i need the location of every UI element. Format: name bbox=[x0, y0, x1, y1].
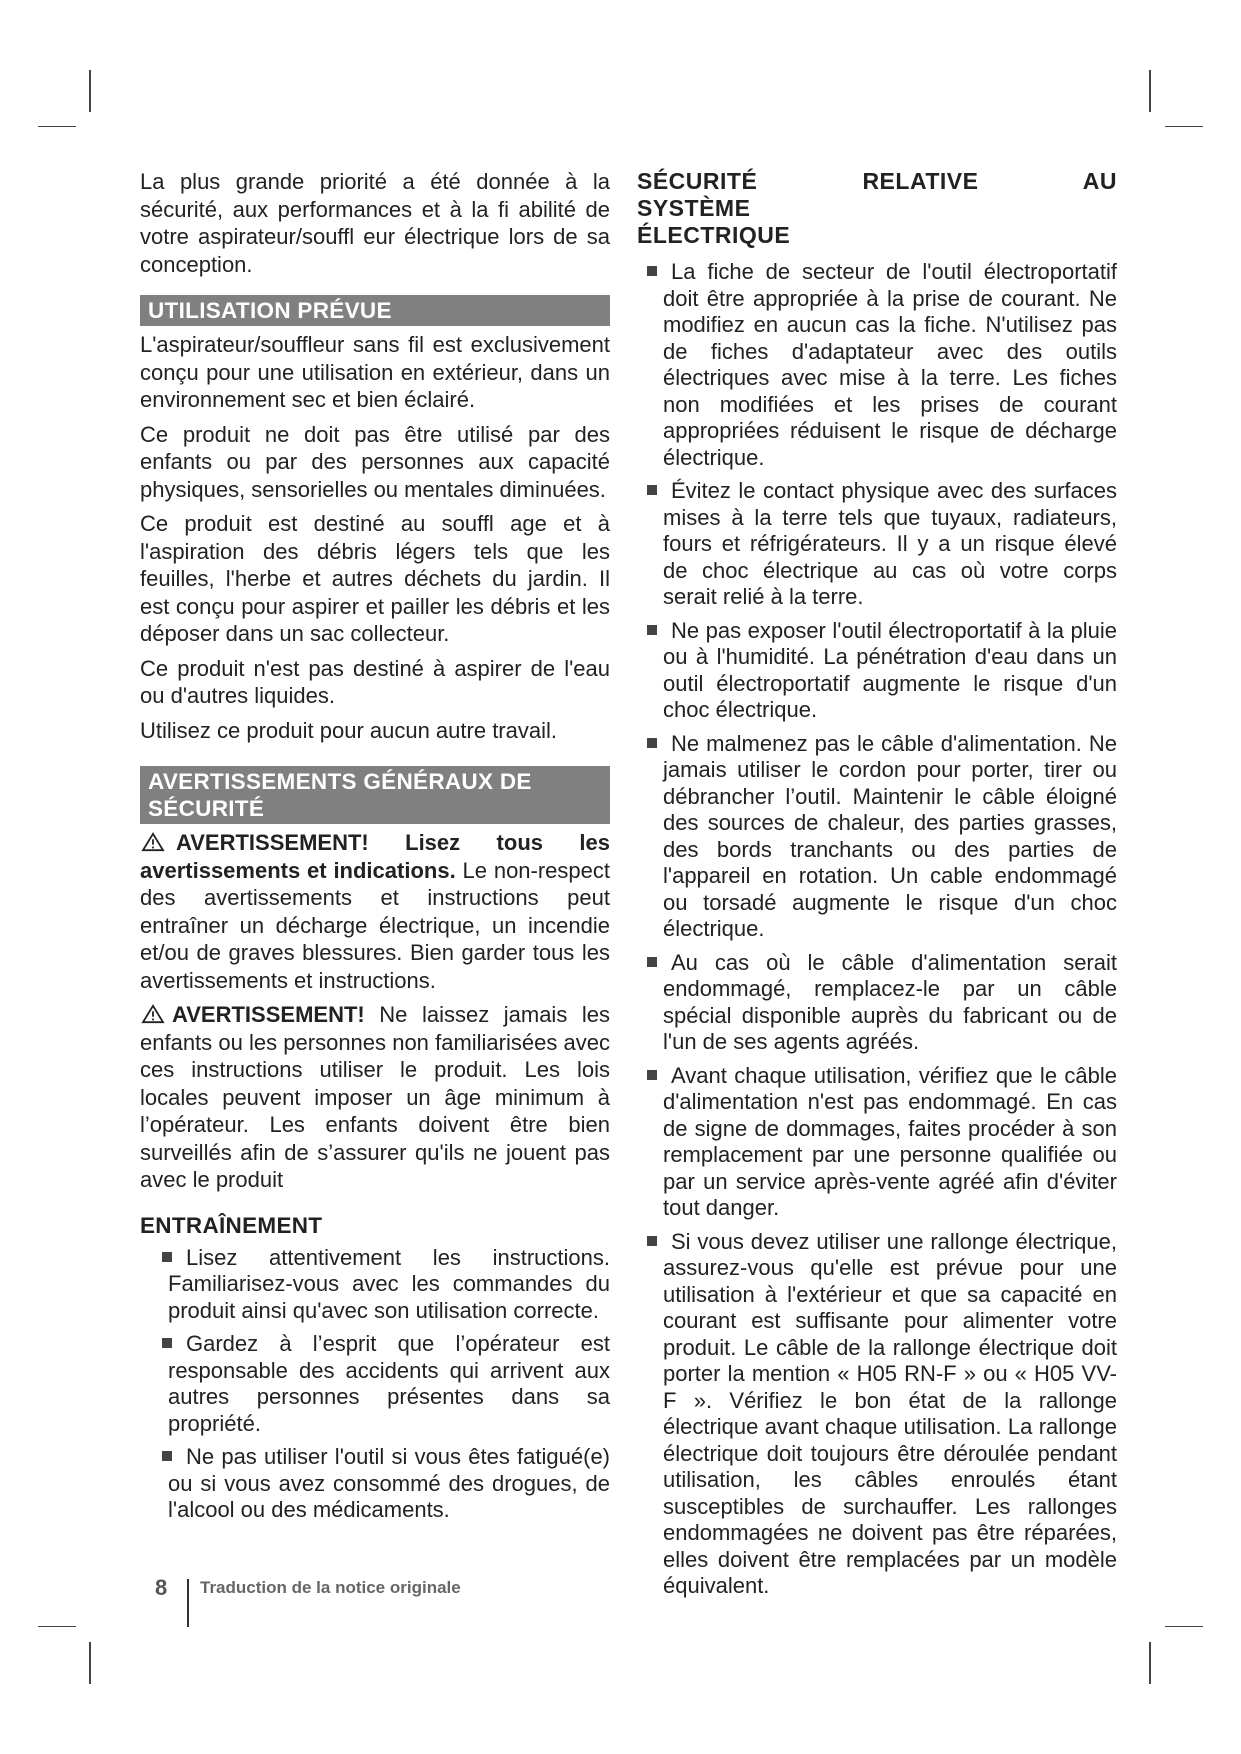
paragraph: L'aspirateur/souffleur sans fil est exclusivement conçu pour une utilisation en extérieur, dans un environnement sec et bien éclairé. bbox=[140, 332, 610, 412]
bullet-square-icon bbox=[162, 1252, 172, 1262]
footer-text: Traduction de la notice originale bbox=[200, 1578, 461, 1597]
warning-triangle-icon bbox=[140, 832, 166, 852]
list-item: Au cas où le câble d'alimentation serait endommagé, remplacez-le par un câble spécial disponible auprès du fabricant ou de l'un de ses agents agréés. bbox=[637, 950, 1117, 1056]
crop-mark bbox=[89, 70, 91, 112]
list-item: Lisez attentivement les instructions. Familiarisez-vous avec les commandes du produit ainsi qu'avec son utilisation correcte. bbox=[140, 1245, 610, 1325]
section-title-utilisation: UTILISATION PRÉVUE bbox=[140, 295, 610, 326]
page-number: 8 bbox=[155, 1575, 168, 1600]
section-title-line-1: SÉCURITÉ RELATIVE AU SYSTÈME bbox=[637, 168, 1117, 221]
warning-1-bold: AVERTISSEMENT! Lisez tous les avertissements et indications. bbox=[140, 830, 610, 883]
warning-triangle-icon bbox=[140, 1004, 166, 1024]
list-item: La fiche de secteur de l'outil électroportatif doit être appropriée à la prise de courant. Ne modifiez en aucun cas la fiche. N'utilisez pas de fiches d'adaptateur avec des outils électriques avec mise à la terre. Les fiches non modifiées et les prises de courant appropriées réduisent le risque de décharge électrique. bbox=[637, 259, 1117, 471]
bullet-square-icon bbox=[647, 738, 657, 748]
list-item: Ne malmenez pas le câble d'alimentation. Ne jamais utiliser le cordon pour porter, tirer ou débrancher l’outil. Maintenir le câble éloigné des sources de chaleur, des parties grasses, des bords tranchants ou des parties de l'appareil en rotation. Un cable endommagé ou torsadé augmente le risque d'un choc électrique. bbox=[637, 731, 1117, 943]
list-item: Ne pas exposer l'outil électroportatif à la pluie ou à l'humidité. La pénétration d'eau dans un outil électroportatif augmente le risque d'un choc électrique. bbox=[637, 618, 1117, 724]
bullet-square-icon bbox=[647, 1236, 657, 1246]
crop-mark bbox=[38, 1626, 76, 1627]
crop-mark bbox=[1165, 126, 1203, 127]
warning-2-text: Ne laissez jamais les enfants ou les personnes non familiarisées avec ces instructions utiliser le produit. Les lois locales peuvent imposer un âge minimum à l’opérateur. Les enfants doivent être bien surveillés afin de s’assurer qu'ils ne jouent pas avec le produit bbox=[140, 1002, 610, 1192]
section-title-entrainement: ENTRAÎNEMENT bbox=[140, 1212, 323, 1238]
footer-divider bbox=[187, 1579, 189, 1627]
bullet-square-icon bbox=[647, 957, 657, 967]
crop-mark bbox=[1149, 70, 1151, 112]
training-list bbox=[140, 1245, 610, 1524]
electrical-safety-list bbox=[637, 259, 1117, 1600]
crop-mark bbox=[89, 1642, 91, 1684]
paragraph: Ce produit n'est pas destiné à aspirer de l'eau ou d'autres liquides. bbox=[140, 655, 610, 708]
list-item: Évitez le contact physique avec des surfaces mises à la terre tels que tuyaux, radiateurs, fours et réfrigérateurs. Il y a un risque élevé de choc électrique au cas où votre corps serait relié à la terre. bbox=[637, 478, 1117, 611]
crop-mark bbox=[1149, 1642, 1151, 1684]
bullet-square-icon bbox=[162, 1338, 172, 1348]
crop-mark bbox=[1165, 1626, 1203, 1627]
warning-paragraph-2 bbox=[140, 1001, 610, 1194]
list-item: Avant chaque utilisation, vérifiez que le câble d'alimentation n'est pas endommagé. En cas de signe de dommages, faites procéder à son remplacement par une personne qualifiée ou par un service après-vente agréé afin d'éviter tout danger. bbox=[637, 1063, 1117, 1222]
intro-paragraph: La plus grande priorité a été donnée à la sécurité, aux performances et à la fi abilité de votre aspirateur/souffl eur électrique lors de sa conception. bbox=[140, 169, 610, 277]
bullet-square-icon bbox=[647, 625, 657, 635]
crop-mark bbox=[38, 126, 76, 127]
warning-1-text: Le non-respect des avertissements et instructions peut entraîner un décharge électrique, un incendie et/ou de graves blessures. Bien garder tous les avertissements et instructions. bbox=[140, 857, 611, 993]
list-item: Si vous devez utiliser une rallonge électrique, assurez-vous qu'elle est prévue pour une utilisation à l'extérieur et que sa capacité en courant est suffisante pour alimenter votre produit. Le câble de la rallonge électrique doit porter la mention « H05 RN-F » ou « H05 VV- F ». Vérifiez le bon état de la rallonge électrique avant chaque utilisation. La rallonge électrique doit toujours être déroulée pendant utilisation, les câbles enroulés étant susceptibles de surchauffer. Les rallonges endommagées ne doivent pas être réparées, elles doivent être remplacées par un modèle équivalent. bbox=[637, 1229, 1117, 1600]
list-item: Ne pas utiliser l'outil si vous êtes fatigué(e) ou si vous avez consommé des drogues, de l'alcool ou des médicaments. bbox=[140, 1444, 610, 1524]
paragraph: Utilisez ce produit pour aucun autre travail. bbox=[140, 717, 557, 743]
paragraph: Ce produit ne doit pas être utilisé par des enfants ou par des personnes aux capacité physiques, sensorielles ou mentales diminuées. bbox=[140, 421, 610, 502]
bullet-square-icon bbox=[647, 1070, 657, 1080]
right-column bbox=[637, 168, 1117, 1607]
warning-2-bold: AVERTISSEMENT! bbox=[172, 1002, 365, 1027]
bullet-square-icon bbox=[647, 266, 657, 276]
section-title-securite-electrique bbox=[637, 168, 1117, 249]
list-item: Gardez à l’esprit que l’opérateur est responsable des accidents qui arrivent aux autres personnes présentes dans sa propriété. bbox=[140, 1331, 610, 1437]
section-title-line-2: ÉLECTRIQUE bbox=[637, 222, 791, 248]
bullet-square-icon bbox=[162, 1451, 172, 1461]
paragraph: Ce produit est destiné au souffl age et à l'aspiration des débris légers tels que les feuilles, l'herbe et autres déchets du jardin. Il est conçu pour aspirer et pailler les débris et les déposer dans un sac collecteur. bbox=[140, 511, 610, 646]
left-column bbox=[140, 168, 610, 1531]
section-title-avertissements: AVERTISSEMENTS GÉNÉRAUX DE SÉCURITÉ bbox=[140, 766, 610, 824]
bullet-square-icon bbox=[647, 485, 657, 495]
warning-paragraph-1 bbox=[140, 829, 610, 994]
